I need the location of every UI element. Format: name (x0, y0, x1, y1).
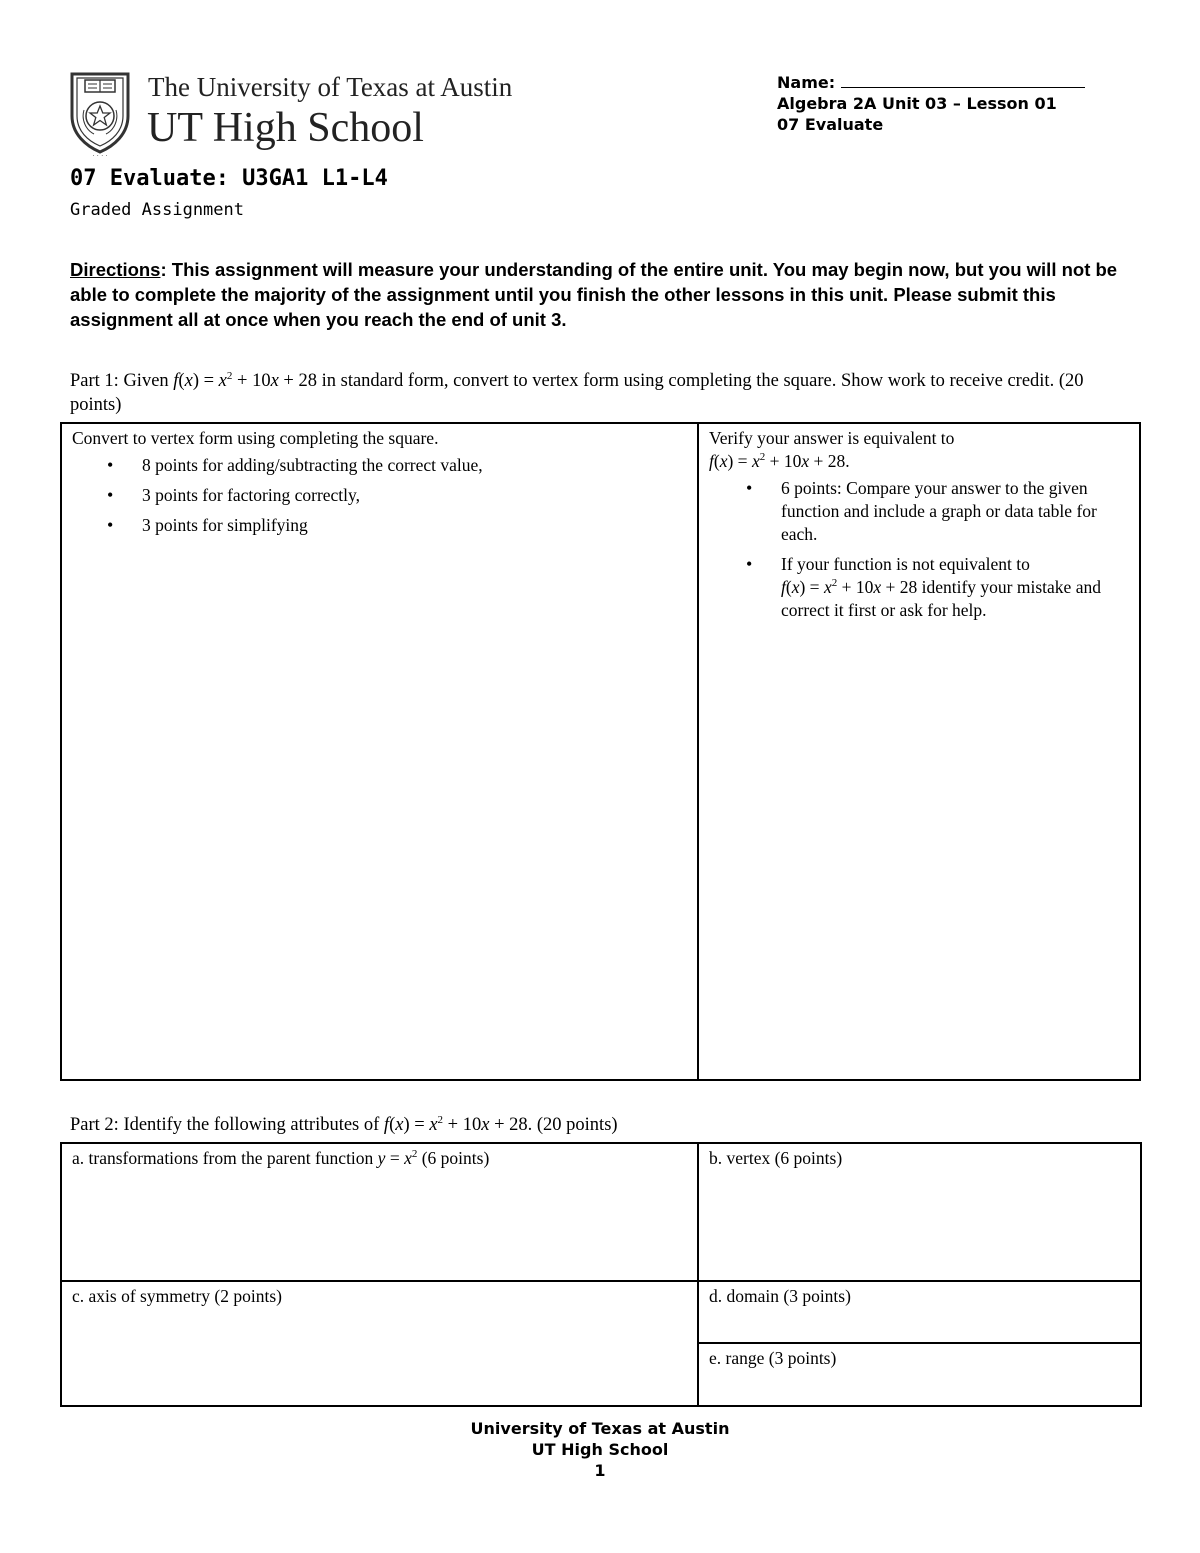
footer-school: UT High School (531, 1440, 669, 1459)
function-expression: $f(x) = x^2 + 10x + 28$ (173, 369, 317, 391)
parent-function: $y = x^2$ (377, 1148, 418, 1168)
directions-label: Directions (70, 259, 161, 280)
list-item: • 8 points for adding/subtracting the correct value, (142, 454, 687, 477)
axis-of-symmetry-cell[interactable]: c. axis of symmetry (2 points) (61, 1281, 698, 1406)
vertex-cell[interactable]: b. vertex (6 points) (698, 1143, 1141, 1281)
name-blank[interactable] (841, 72, 1085, 88)
page-subtitle: Graded Assignment (70, 200, 244, 220)
page-number: 1 (594, 1461, 606, 1480)
part1-heading (70, 369, 1130, 417)
part2-heading-suffix: . (20 points) (527, 1115, 618, 1135)
range-cell[interactable]: e. range (3 points) (698, 1343, 1141, 1406)
transformations-cell[interactable] (61, 1143, 698, 1281)
bullet2-suffix: identify your mistake and correct it first or ask for help. (781, 577, 1101, 620)
part1-left-intro: Convert to vertex form using completing the square. (72, 428, 439, 448)
part1-heading-prefix: Part 1: Given (70, 371, 169, 391)
page-footer (0, 1418, 1200, 1481)
list-item: • 6 points: Compare your answer to the given function and include a graph or data table for each. (781, 477, 1129, 546)
university-name: The University of Texas at Austin (148, 72, 513, 102)
list-item: • 3 points for simplifying (142, 514, 687, 537)
course-line: Algebra 2A Unit 03 – Lesson 01 (777, 94, 1057, 113)
part1-heading-suffix: in standard form, convert to vertex form using completing the square. Show work to receive credit. (20 points) (70, 371, 1084, 415)
ut-logo (68, 70, 548, 162)
part1-right-intro: Verify your answer is equivalent to (709, 428, 955, 448)
footer-university: University of Texas at Austin (470, 1419, 730, 1438)
directions: Directions: This assignment will measure your understanding of the entire unit. You may begin now, but you will not be able to complete the majority of the assignment until you finish the other lessons in this unit. Please submit this assignment all at once when you reach the end of unit 3. (70, 259, 1118, 330)
part2-heading-prefix: Part 2: Identify the following attributes of (70, 1115, 380, 1135)
part1-right-bullets (709, 477, 1129, 622)
ut-seal-icon (68, 70, 132, 158)
list-item: • 3 points for factoring correctly, (142, 484, 687, 507)
cell-a-suffix: (6 points) (421, 1148, 490, 1168)
domain-cell[interactable]: d. domain (3 points) (698, 1281, 1141, 1343)
name-line (777, 72, 1085, 93)
list-item (781, 553, 1129, 622)
header-meta (777, 72, 1085, 135)
name-label: Name: (777, 73, 836, 92)
school-name: UT High School (147, 105, 424, 151)
part1-table (60, 422, 1141, 1081)
function-expression: $f(x) = x^2 + 10x + 28$ (781, 577, 918, 597)
cell-a-prefix: a. transformations from the parent function (72, 1148, 374, 1168)
part1-left-bullets (72, 454, 687, 537)
part2-table (60, 1142, 1142, 1407)
function-expression: $f(x) = x^2 + 10x + 28$ (383, 1113, 528, 1135)
directions-text: This assignment will measure your understanding of the entire unit. You may begin now, but you will not be able to complete the majority of the assignment until you finish the other lessons in this unit. Please submit this assignment all at once when you reach the end of unit 3. (70, 259, 1118, 330)
part1-verify-cell[interactable] (698, 423, 1140, 1080)
svg-text:· · · ·: · · · · (92, 152, 108, 158)
function-expression: $f(x) = x^2 + 10x + 28$. (709, 451, 850, 471)
bullet2-prefix: If your function is not equivalent to (781, 554, 1030, 574)
part1-work-cell[interactable] (61, 423, 698, 1080)
page-title: 07 Evaluate: U3GA1 L1-L4 (70, 166, 388, 191)
part2-heading (70, 1113, 1130, 1137)
lesson-line: 07 Evaluate (777, 115, 884, 134)
